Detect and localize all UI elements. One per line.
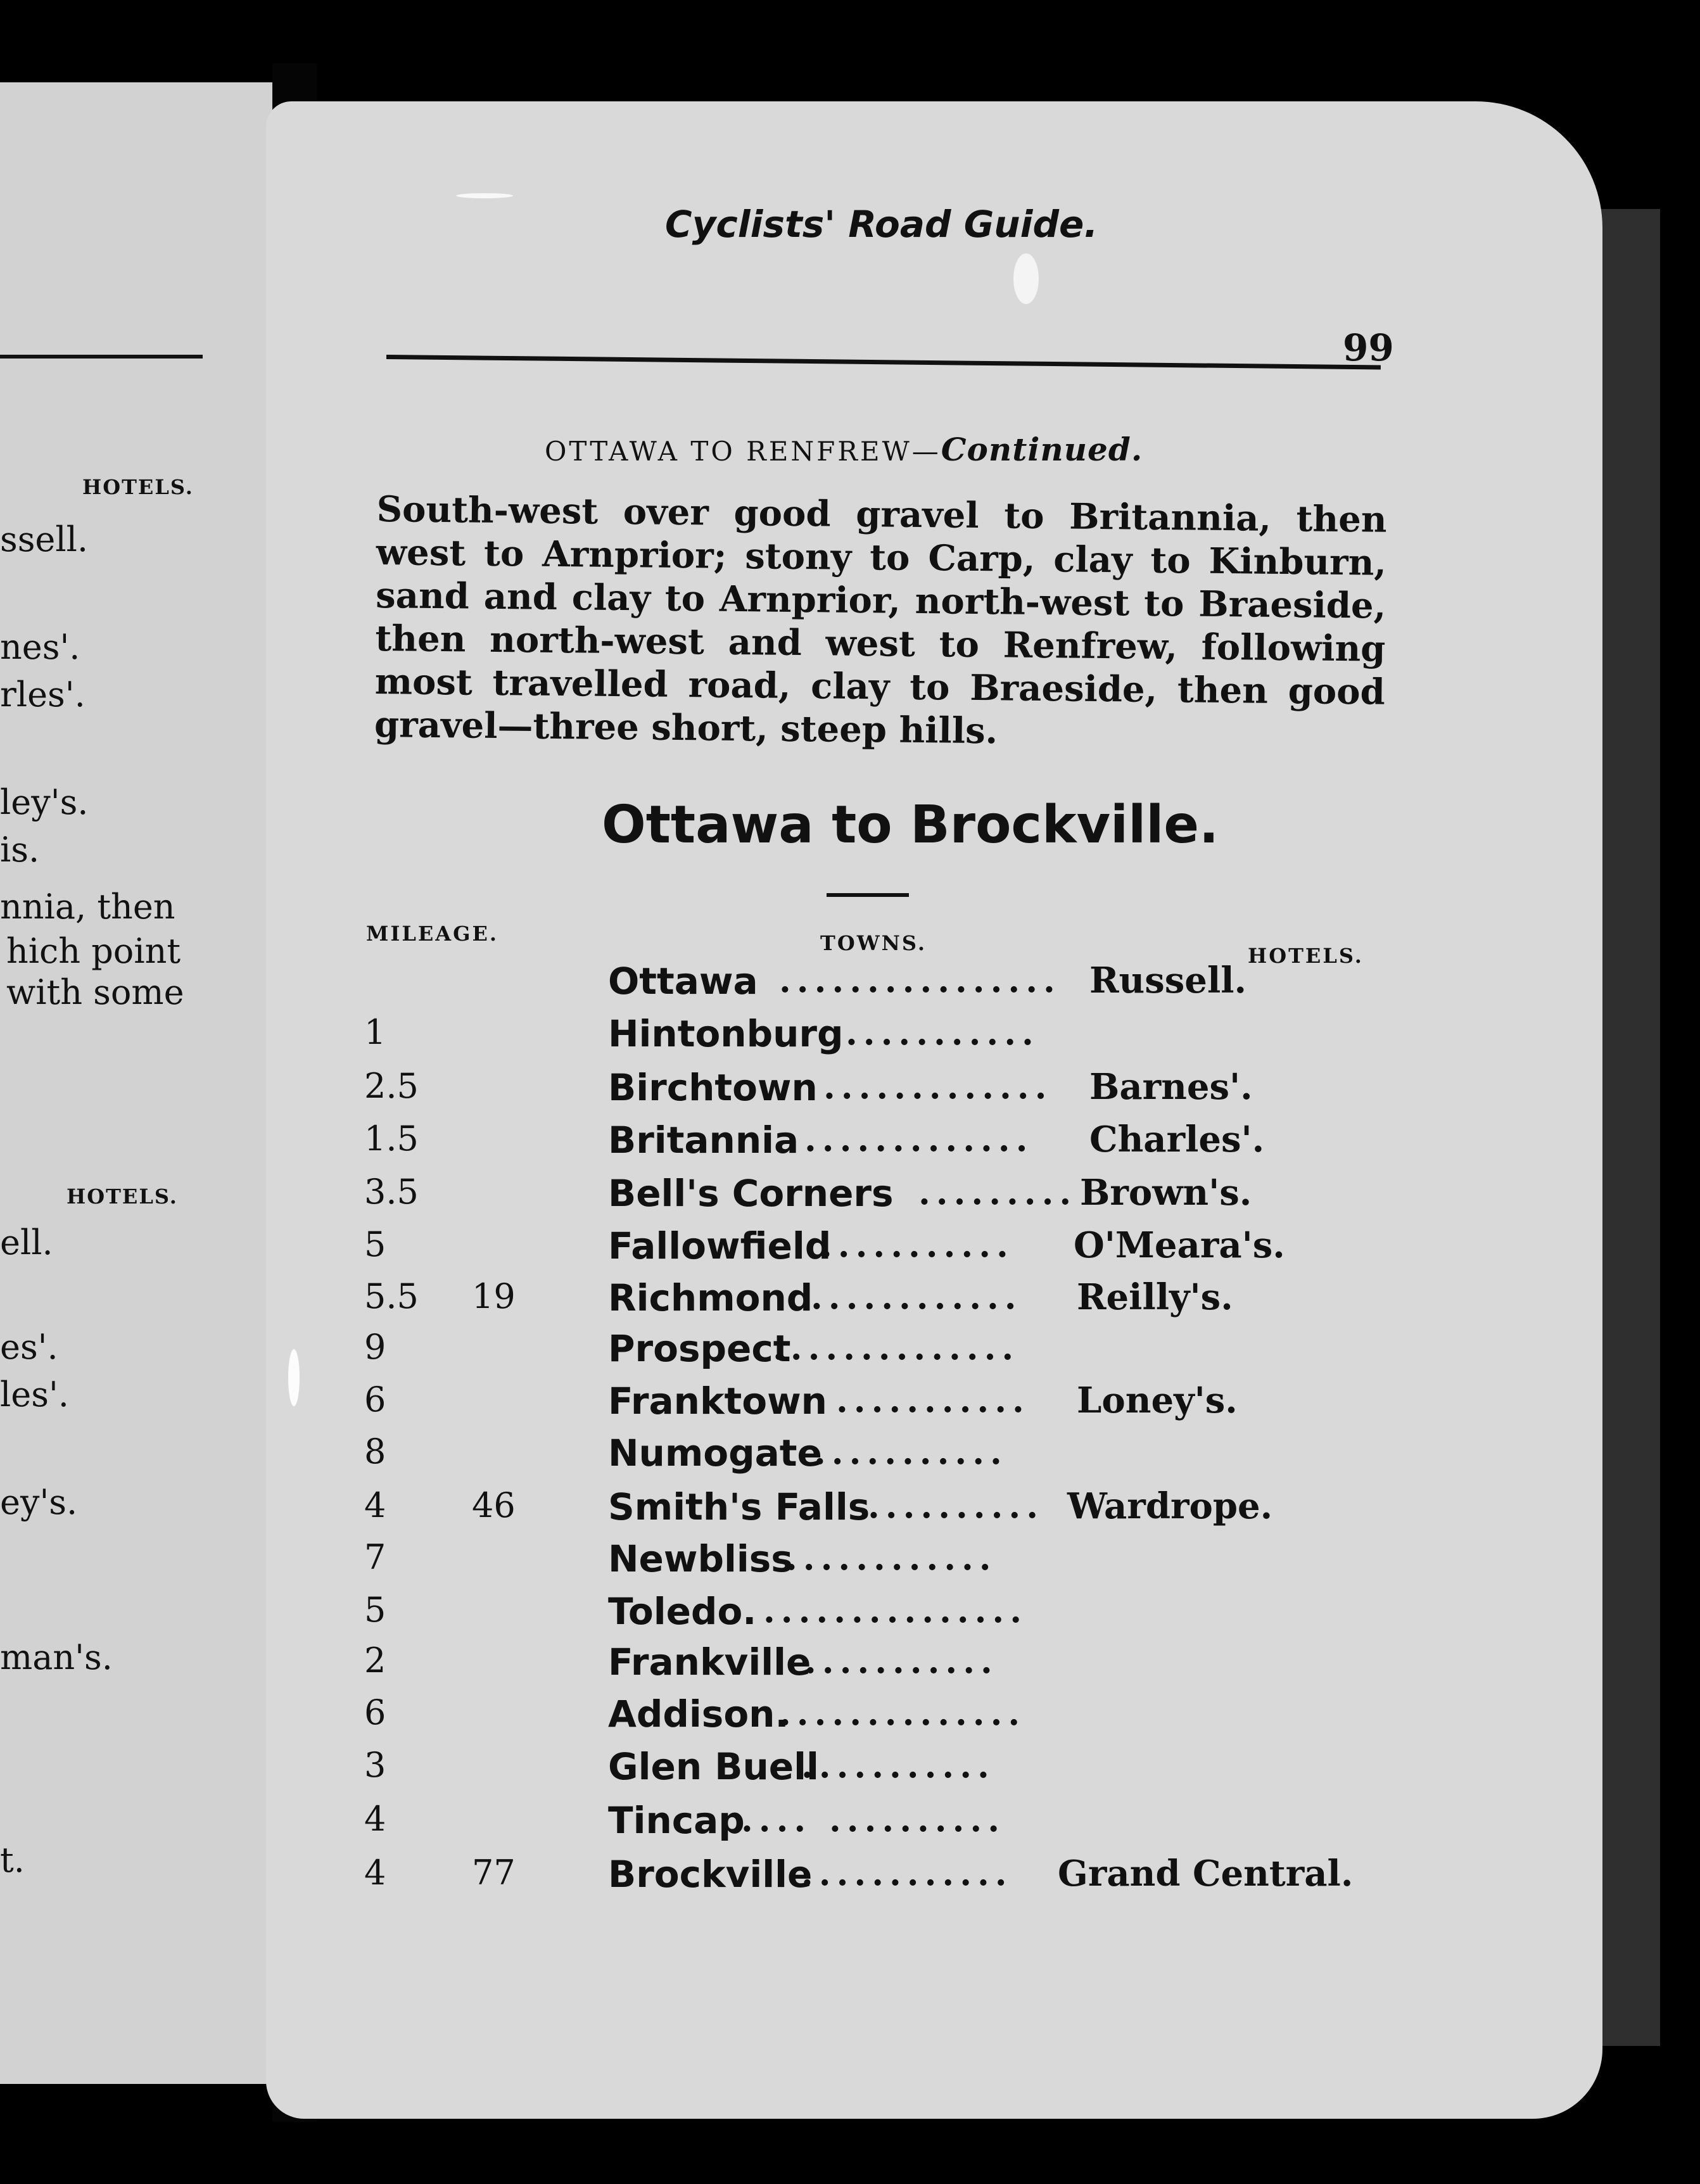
- title-divider: [827, 893, 909, 897]
- mileage-cell: 5: [364, 1590, 386, 1630]
- mileage-cell: 3.5: [364, 1172, 419, 1212]
- town-cell: Ottawa: [608, 960, 758, 1003]
- dot-leader: ..............: [773, 1327, 1020, 1368]
- section-heading: [545, 431, 1143, 468]
- hotel-cell: Barnes'.: [1089, 1066, 1253, 1108]
- town-cell: Newbliss: [608, 1537, 793, 1580]
- dot-leader: ..............: [779, 1692, 1026, 1733]
- town-cell: Glen Buell: [608, 1745, 819, 1788]
- dot-leader: .........: [918, 1172, 1077, 1212]
- table-row: [364, 1537, 1378, 1582]
- dot-leader: ................: [779, 960, 1061, 1000]
- dot-leader: .... ..........: [741, 1799, 1005, 1839]
- section-heading-continued: Continued.: [941, 431, 1143, 468]
- scan-speck: [1013, 253, 1039, 304]
- dot-leader: ...........: [801, 1745, 995, 1786]
- hotel-cell: Loney's.: [1077, 1380, 1238, 1421]
- hotel-cell: Charles'.: [1089, 1119, 1265, 1160]
- town-cell: Prospect: [608, 1327, 791, 1370]
- scan-speck: [288, 1349, 300, 1406]
- town-cell: Bell's Corners: [608, 1172, 894, 1215]
- left-fragment: t.: [0, 1840, 25, 1880]
- table-row: [364, 1485, 1378, 1530]
- left-fragment: ell.: [0, 1222, 53, 1262]
- town-cell: Britannia: [608, 1119, 799, 1162]
- table-row: [364, 1380, 1378, 1424]
- dot-leader: ............: [801, 1853, 1013, 1893]
- dot-leader: ..........: [868, 1485, 1044, 1526]
- left-page: [0, 82, 272, 2084]
- table-row: [364, 1066, 1378, 1110]
- left-fragment: nnia, then: [0, 887, 175, 927]
- route-description: South-west over good gravel to Britannia, then west to Arnprior; stony to Carp, clay to Kinburn, sand and clay to Arnprior, north-west to Braeside, then north-west and west to Renfrew, following most travelled road, clay to Braeside, then good gravel—three short, steep hills.: [374, 488, 1387, 752]
- left-hotels-label: HOTELS.: [67, 1184, 178, 1209]
- mileage-cell: 4: [364, 1799, 386, 1839]
- mileage-cell: 6: [364, 1380, 386, 1419]
- mileage-column-header: MILEAGE.: [366, 922, 498, 946]
- mileage-cell: 9: [364, 1327, 386, 1367]
- running-header-title: Cyclists' Road Guide.: [665, 203, 1098, 246]
- left-fragment: es'.: [0, 1327, 58, 1367]
- mileage-cell: 5: [364, 1224, 386, 1264]
- mileage-cell: 1.5: [364, 1119, 419, 1159]
- table-row: [364, 1119, 1378, 1163]
- dot-leader: ...........: [804, 1641, 998, 1681]
- mileage-cell: 2: [364, 1641, 386, 1680]
- route-title: Ottawa to Brockville.: [602, 795, 1219, 855]
- left-fragment: les'.: [0, 1375, 69, 1414]
- mileage-cell: 5.5: [364, 1276, 419, 1316]
- cumulative-mileage-cell: 46: [472, 1485, 516, 1525]
- town-cell: Numogate: [608, 1432, 822, 1475]
- left-fragment: nes'.: [0, 627, 80, 667]
- table-row: [364, 1327, 1378, 1371]
- town-cell: Birchtown: [608, 1066, 818, 1109]
- table-row: [364, 1224, 1378, 1269]
- left-fragment: ey's.: [0, 1482, 78, 1522]
- town-cell: Tincap: [608, 1799, 745, 1842]
- towns-column-header: TOWNS.: [820, 931, 927, 955]
- left-fragment: hich point: [6, 931, 181, 971]
- left-fragment: ley's.: [0, 782, 89, 822]
- dot-leader: ...........: [846, 1012, 1039, 1053]
- dot-leader: ...........: [836, 1380, 1030, 1420]
- left-page-rule: [0, 355, 203, 359]
- hotel-cell: O'Meara's.: [1074, 1224, 1285, 1266]
- cumulative-mileage-cell: 77: [472, 1853, 516, 1893]
- town-cell: Smith's Falls: [608, 1485, 870, 1528]
- left-fragment: ssell.: [0, 519, 89, 559]
- left-fragment: is.: [0, 830, 40, 870]
- cumulative-mileage-cell: 19: [472, 1276, 516, 1316]
- dot-leader: ............: [811, 1276, 1022, 1317]
- scan-speck: [456, 193, 513, 198]
- town-cell: Frankville: [608, 1641, 811, 1684]
- left-fragment: man's.: [0, 1637, 113, 1677]
- hotel-cell: Brown's.: [1080, 1172, 1252, 1214]
- table-row: [364, 1853, 1378, 1897]
- table-row: [364, 1641, 1378, 1685]
- hotels-column-header: HOTELS.: [1248, 944, 1364, 968]
- table-row: [364, 1799, 1378, 1843]
- section-heading-main: OTTAWA TO RENFREW—: [545, 436, 941, 467]
- town-cell: Hintonburg: [608, 1012, 844, 1055]
- mileage-cell: 3: [364, 1745, 386, 1785]
- hotel-cell: Russell.: [1089, 960, 1246, 1001]
- hotel-cell: Grand Central.: [1058, 1853, 1354, 1895]
- table-row: [364, 1012, 1378, 1057]
- left-hotels-label: HOTELS.: [82, 475, 194, 499]
- dot-leader: ...........: [820, 1224, 1014, 1265]
- mileage-cell: 1: [364, 1012, 386, 1052]
- mileage-cell: 7: [364, 1537, 386, 1577]
- town-cell: Franktown: [608, 1380, 827, 1423]
- mileage-cell: 8: [364, 1432, 386, 1471]
- mileage-cell: 6: [364, 1692, 386, 1732]
- hotel-cell: Reilly's.: [1077, 1276, 1233, 1318]
- page-number: 99: [1343, 326, 1394, 369]
- dot-leader: ...........: [814, 1432, 1008, 1472]
- page-edges: [1596, 209, 1660, 2046]
- table-row: [364, 1692, 1378, 1737]
- dot-leader: ............: [785, 1537, 997, 1578]
- table-row: [364, 1432, 1378, 1476]
- table-row: [364, 1172, 1378, 1216]
- table-row: [364, 1590, 1378, 1634]
- town-cell: Addison.: [608, 1692, 789, 1736]
- dot-leader: ...............: [763, 1590, 1027, 1630]
- dot-leader: .............: [823, 1066, 1053, 1107]
- left-fragment: rles'.: [0, 675, 86, 714]
- table-row: [364, 1276, 1378, 1321]
- table-row: [364, 960, 1378, 1004]
- mileage-cell: 2.5: [364, 1066, 419, 1106]
- hotel-cell: Wardrope.: [1067, 1485, 1273, 1527]
- mileage-cell: 4: [364, 1853, 386, 1893]
- left-fragment: with some: [6, 972, 184, 1012]
- town-cell: Brockville: [608, 1853, 813, 1896]
- town-cell: Richmond: [608, 1276, 813, 1319]
- mileage-cell: 4: [364, 1485, 386, 1525]
- dot-leader: .............: [804, 1119, 1034, 1159]
- town-cell: Fallowfield: [608, 1224, 832, 1267]
- table-row: [364, 1745, 1378, 1789]
- town-cell: Toledo.: [608, 1590, 757, 1633]
